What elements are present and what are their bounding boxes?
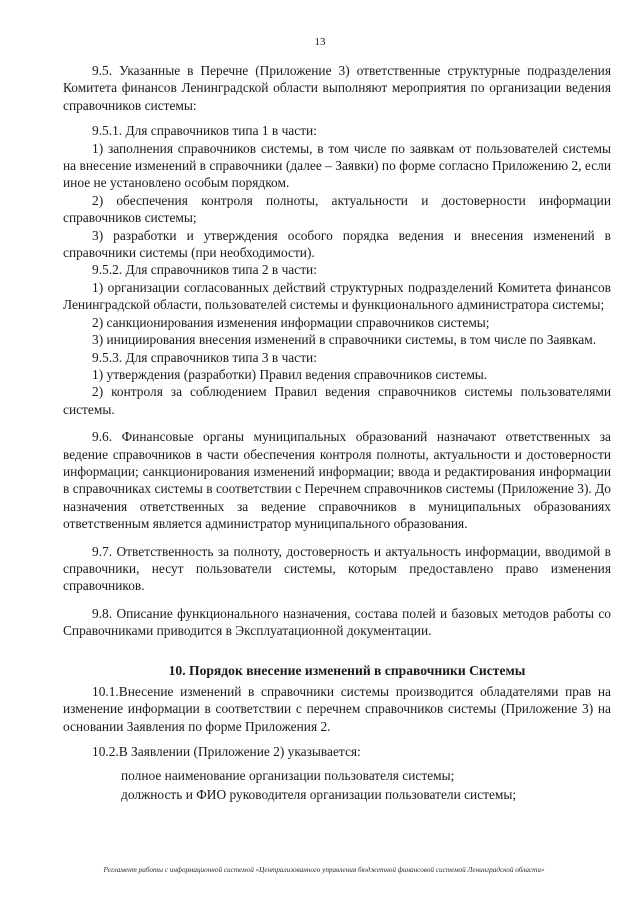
paragraph-9-7: 9.7. Ответственность за полноту, достоверность и актуальность информации, вводимой в справочники, несут пользователи системы, которым предоставлено право изменения справочников. <box>63 543 611 594</box>
list-item: должность и ФИО руководителя организации пользователи системы; <box>121 787 517 803</box>
page-number: 13 <box>314 36 326 48</box>
paragraph-9-5-1-item-2: 2) обеспечения контроля полноты, актуальности и достоверности информации справочников системы; <box>63 192 611 226</box>
paragraph-9-5-2-item-2: 2) санкционирования изменения информации справочников системы; <box>92 314 490 330</box>
paragraph-9-6: 9.6. Финансовые органы муниципальных образований назначают ответственных за ведение справочников в части обеспечения контроля полноты, актуальности и достоверности информации; санкционирования изменений информации; ввода и редактирования информации в справочниках системы в соответствии с Перечнем справочников системы (Приложение 3). До назначения ответственных за ведение справочников в муниципальных образованиях ответственным является администратор муниципального образования. <box>63 429 611 532</box>
paragraph-9-5-2: 9.5.2. Для справочников типа 2 в части: <box>92 262 317 278</box>
list-item: полное наименование организации пользователя системы; <box>121 767 455 783</box>
paragraph-9-5-2-item-3: 3) инициирования внесения изменений в справочники системы, в том числе по Заявкам. <box>92 332 597 348</box>
section-heading: 10. Порядок внесение изменений в справочники Системы <box>168 662 526 678</box>
page-footer: Регламент работы с информационной системой «Централизованного управления бюджетной финансовой системой Ленинградской области» <box>103 866 545 874</box>
paragraph-10-1: 10.1.Внесение изменений в справочники системы производится обладателями прав на изменение информации в соответствии с перечнем справочников системы (Приложение 3) на основании Заявления по форме Приложения 2. <box>63 684 611 734</box>
paragraph-10-2: 10.2.В Заявлении (Приложение 2) указывается: <box>92 744 361 760</box>
paragraph-9-5-1-item-1: 1) заполнения справочников системы, в том числе по заявкам от пользователей системы на внесение изменений в справочники (далее – Заявки) по форме согласно Приложению 2, если иное не установлено особым порядком. <box>63 140 611 191</box>
document-body <box>63 62 611 803</box>
paragraph-9-5-1-item-3: 3) разработки и утверждения особого порядка ведения и внесения изменений в справочники системы (при необходимости). <box>63 227 611 261</box>
paragraph-9-5-2-item-1: 1) организации согласованных действий структурных подразделений Комитета финансов Ленинградской области, пользователей системы и функционального администратора системы; <box>63 279 611 313</box>
paragraph-9-8: 9.8. Описание функционального назначения, состава полей и базовых методов работы со Справочниками приводится в Эксплуатационной документации. <box>63 605 611 639</box>
paragraph-9-5-1: 9.5.1. Для справочников типа 1 в части: <box>92 123 317 139</box>
paragraph-9-5-3-item-2: 2) контроля за соблюдением Правил ведения справочников системы пользователями системы. <box>63 384 611 417</box>
paragraph-9-5-3: 9.5.3. Для справочников типа 3 в части: <box>92 349 317 365</box>
paragraph-9-5-3-item-1: 1) утверждения (разработки) Правил ведения справочников системы. <box>92 366 488 382</box>
paragraph-9-5: 9.5. Указанные в Перечне (Приложение 3) ответственные структурные подразделения Комитета финансов Ленинградской области выполняют мероприятия по организации ведения справочников системы: <box>63 63 611 113</box>
